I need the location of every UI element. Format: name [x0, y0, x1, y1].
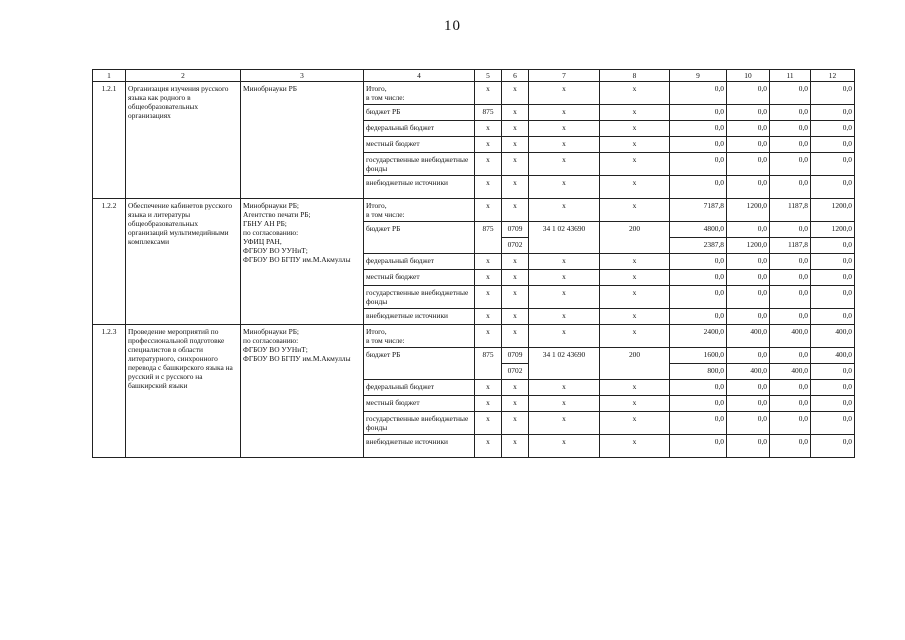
code-cell: x [502, 325, 529, 348]
amount-cell: 0,0 [670, 396, 727, 412]
code-cell: x [600, 254, 670, 270]
code-cell: x [475, 325, 502, 348]
amount-cell: 0,0 [670, 82, 727, 105]
amount-cell: 0,0 [727, 222, 770, 238]
code-cell: 0702 [502, 364, 529, 380]
amount-cell: 0,0 [811, 238, 855, 254]
amount-cell: 2387,8 [670, 238, 727, 254]
header-row [93, 70, 855, 82]
code-cell: x [529, 199, 600, 222]
code-cell: x [529, 380, 600, 396]
code-cell: x [600, 105, 670, 121]
code-cell: x [529, 176, 600, 199]
amount-cell: 0,0 [811, 412, 855, 435]
amount-cell: 400,0 [770, 325, 811, 348]
amount-cell: 0,0 [811, 121, 855, 137]
code-cell: x [475, 396, 502, 412]
amount-cell: 0,0 [770, 435, 811, 458]
amount-cell: 0,0 [811, 364, 855, 380]
amount-cell: 0,0 [670, 435, 727, 458]
amount-cell: 1187,8 [770, 199, 811, 222]
item-number: 1.2.3 [93, 325, 126, 458]
amount-cell: 0,0 [727, 82, 770, 105]
code-cell: x [502, 270, 529, 286]
column-number-header: 4 [364, 70, 475, 82]
code-cell: x [502, 105, 529, 121]
column-number-header: 9 [670, 70, 727, 82]
code-cell: x [600, 270, 670, 286]
amount-cell: 0,0 [727, 105, 770, 121]
code-cell: x [529, 82, 600, 105]
code-cell: x [475, 270, 502, 286]
amount-cell: 7187,8 [670, 199, 727, 222]
code-cell: x [600, 309, 670, 325]
amount-cell: 1200,0 [811, 222, 855, 238]
code-cell: x [502, 396, 529, 412]
amount-cell: 0,0 [770, 153, 811, 176]
code-cell: 875 [475, 348, 502, 380]
code-cell: x [600, 176, 670, 199]
amount-cell: 1187,8 [770, 238, 811, 254]
amount-cell: 0,0 [727, 270, 770, 286]
amount-cell: 0,0 [811, 270, 855, 286]
column-number-header: 3 [241, 70, 364, 82]
amount-cell: 0,0 [727, 121, 770, 137]
code-cell: x [475, 121, 502, 137]
code-cell: x [475, 309, 502, 325]
amount-cell: 0,0 [770, 82, 811, 105]
code-cell: x [529, 325, 600, 348]
amount-cell: 1600,0 [670, 348, 727, 364]
code-cell: x [600, 412, 670, 435]
code-cell: x [502, 121, 529, 137]
code-cell: x [475, 137, 502, 153]
column-number-header: 2 [126, 70, 241, 82]
code-cell: x [502, 199, 529, 222]
code-cell: x [529, 286, 600, 309]
amount-cell: 0,0 [811, 82, 855, 105]
code-cell: 875 [475, 222, 502, 254]
code-cell: x [475, 412, 502, 435]
item-name: Организация изучения русского языка как родного в общеобразовательных организациях [126, 82, 241, 199]
code-cell: x [529, 270, 600, 286]
amount-cell: 0,0 [811, 286, 855, 309]
code-cell: x [600, 82, 670, 105]
amount-cell: 1200,0 [811, 199, 855, 222]
funding-source: бюджет РБ [364, 222, 475, 254]
funding-source: внебюджетные источники [364, 435, 475, 458]
amount-cell: 0,0 [770, 309, 811, 325]
code-cell: x [600, 325, 670, 348]
page-number: 10 [444, 18, 461, 34]
code-cell: x [475, 176, 502, 199]
funding-source: бюджет РБ [364, 105, 475, 121]
code-cell: 34 1 02 43690 [529, 222, 600, 254]
amount-cell: 0,0 [770, 348, 811, 364]
column-number-header: 5 [475, 70, 502, 82]
code-cell: x [529, 254, 600, 270]
column-number-header: 10 [727, 70, 770, 82]
code-cell: x [529, 153, 600, 176]
code-cell: x [502, 82, 529, 105]
code-cell: x [529, 309, 600, 325]
amount-cell: 0,0 [727, 309, 770, 325]
column-number-header: 12 [811, 70, 855, 82]
amount-cell: 0,0 [727, 348, 770, 364]
code-cell: x [600, 380, 670, 396]
code-cell: x [502, 153, 529, 176]
code-cell: 875 [475, 105, 502, 121]
amount-cell: 0,0 [811, 309, 855, 325]
table-row [93, 82, 855, 105]
funding-source: федеральный бюджет [364, 254, 475, 270]
funding-table [92, 69, 855, 458]
funding-source: бюджет РБ [364, 348, 475, 380]
amount-cell: 0,0 [670, 309, 727, 325]
funding-source: Итого, в том числе: [364, 199, 475, 222]
amount-cell: 400,0 [811, 325, 855, 348]
amount-cell: 1200,0 [727, 199, 770, 222]
code-cell: x [600, 435, 670, 458]
funding-source: государственные внебюджетные фонды [364, 286, 475, 309]
amount-cell: 0,0 [727, 435, 770, 458]
amount-cell: 0,0 [670, 153, 727, 176]
amount-cell: 0,0 [811, 380, 855, 396]
code-cell: x [502, 435, 529, 458]
funding-source: внебюджетные источники [364, 309, 475, 325]
funding-source: местный бюджет [364, 270, 475, 286]
amount-cell: 0,0 [670, 270, 727, 286]
code-cell: x [529, 435, 600, 458]
code-cell: x [475, 286, 502, 309]
amount-cell: 0,0 [770, 380, 811, 396]
funding-source: Итого, в том числе: [364, 325, 475, 348]
amount-cell: 0,0 [811, 254, 855, 270]
code-cell: x [529, 412, 600, 435]
funding-source: федеральный бюджет [364, 121, 475, 137]
code-cell: x [529, 105, 600, 121]
amount-cell: 0,0 [770, 396, 811, 412]
amount-cell: 0,0 [727, 153, 770, 176]
funding-source: местный бюджет [364, 137, 475, 153]
amount-cell: 0,0 [727, 396, 770, 412]
code-cell: x [502, 176, 529, 199]
table-row [93, 325, 855, 348]
code-cell: x [600, 137, 670, 153]
amount-cell: 0,0 [770, 254, 811, 270]
amount-cell: 0,0 [670, 121, 727, 137]
amount-cell: 0,0 [811, 137, 855, 153]
item-number: 1.2.1 [93, 82, 126, 199]
code-cell: x [475, 82, 502, 105]
code-cell: x [475, 435, 502, 458]
amount-cell: 0,0 [770, 137, 811, 153]
column-number-header: 8 [600, 70, 670, 82]
amount-cell: 400,0 [727, 325, 770, 348]
amount-cell: 0,0 [727, 412, 770, 435]
amount-cell: 0,0 [670, 380, 727, 396]
code-cell: 34 1 02 43690 [529, 348, 600, 380]
code-cell: 0702 [502, 238, 529, 254]
code-cell: 200 [600, 222, 670, 254]
code-cell: 0709 [502, 222, 529, 238]
funding-source: государственные внебюджетные фонды [364, 412, 475, 435]
amount-cell: 0,0 [670, 137, 727, 153]
amount-cell: 400,0 [811, 348, 855, 364]
table-row [93, 199, 855, 222]
code-cell: x [600, 199, 670, 222]
amount-cell: 400,0 [727, 364, 770, 380]
funding-source: внебюджетные источники [364, 176, 475, 199]
amount-cell: 0,0 [727, 254, 770, 270]
amount-cell: 0,0 [811, 105, 855, 121]
funding-source: местный бюджет [364, 396, 475, 412]
amount-cell: 0,0 [770, 412, 811, 435]
item-number: 1.2.2 [93, 199, 126, 325]
amount-cell: 0,0 [770, 176, 811, 199]
code-cell: 0709 [502, 348, 529, 364]
column-number-header: 6 [502, 70, 529, 82]
amount-cell: 0,0 [727, 380, 770, 396]
amount-cell: 0,0 [811, 176, 855, 199]
code-cell: x [529, 396, 600, 412]
amount-cell: 0,0 [811, 396, 855, 412]
code-cell: x [600, 286, 670, 309]
amount-cell: 800,0 [670, 364, 727, 380]
column-number-header: 11 [770, 70, 811, 82]
code-cell: x [502, 309, 529, 325]
amount-cell: 1200,0 [727, 238, 770, 254]
item-executor: Минобрнауки РБ [241, 82, 364, 199]
code-cell: x [529, 137, 600, 153]
amount-cell: 0,0 [770, 222, 811, 238]
code-cell: x [502, 254, 529, 270]
code-cell: x [600, 153, 670, 176]
amount-cell: 4800,0 [670, 222, 727, 238]
amount-cell: 400,0 [770, 364, 811, 380]
code-cell: x [475, 153, 502, 176]
amount-cell: 0,0 [770, 121, 811, 137]
code-cell: x [502, 137, 529, 153]
amount-cell: 0,0 [770, 105, 811, 121]
item-executor: Минобрнауки РБ; Агентство печати РБ; ГБНУ АН РБ; по согласованию: УФИЦ РАН, ФГБОУ ВО УУНиТ; ФГБОУ ВО БГПУ им.М.Акмуллы [241, 199, 364, 325]
amount-cell: 2400,0 [670, 325, 727, 348]
amount-cell: 0,0 [727, 286, 770, 309]
amount-cell: 0,0 [770, 270, 811, 286]
amount-cell: 0,0 [770, 286, 811, 309]
code-cell: x [600, 396, 670, 412]
amount-cell: 0,0 [727, 137, 770, 153]
item-executor: Минобрнауки РБ; по согласованию: ФГБОУ ВО УУНиТ; ФГБОУ ВО БГПУ им.М.Акмуллы [241, 325, 364, 458]
funding-source: федеральный бюджет [364, 380, 475, 396]
code-cell: x [502, 380, 529, 396]
amount-cell: 0,0 [670, 254, 727, 270]
code-cell: x [475, 380, 502, 396]
code-cell: x [529, 121, 600, 137]
amount-cell: 0,0 [670, 286, 727, 309]
amount-cell: 0,0 [670, 105, 727, 121]
code-cell: x [502, 286, 529, 309]
column-number-header: 1 [93, 70, 126, 82]
column-number-header: 7 [529, 70, 600, 82]
code-cell: x [600, 121, 670, 137]
funding-source: государственные внебюджетные фонды [364, 153, 475, 176]
code-cell: x [475, 254, 502, 270]
funding-source: Итого, в том числе: [364, 82, 475, 105]
code-cell: x [502, 412, 529, 435]
amount-cell: 0,0 [670, 412, 727, 435]
amount-cell: 0,0 [670, 176, 727, 199]
code-cell: 200 [600, 348, 670, 380]
code-cell: x [475, 199, 502, 222]
item-name: Обеспечение кабинетов русского языка и литературы общеобразовательных организаций мультимедийными комплексами [126, 199, 241, 325]
item-name: Проведение мероприятий по профессиональной подготовке специалистов в области литературного, синхронного перевода с башкирского языка на русский и с русского на башкирский языки [126, 325, 241, 458]
amount-cell: 0,0 [811, 153, 855, 176]
amount-cell: 0,0 [811, 435, 855, 458]
amount-cell: 0,0 [727, 176, 770, 199]
